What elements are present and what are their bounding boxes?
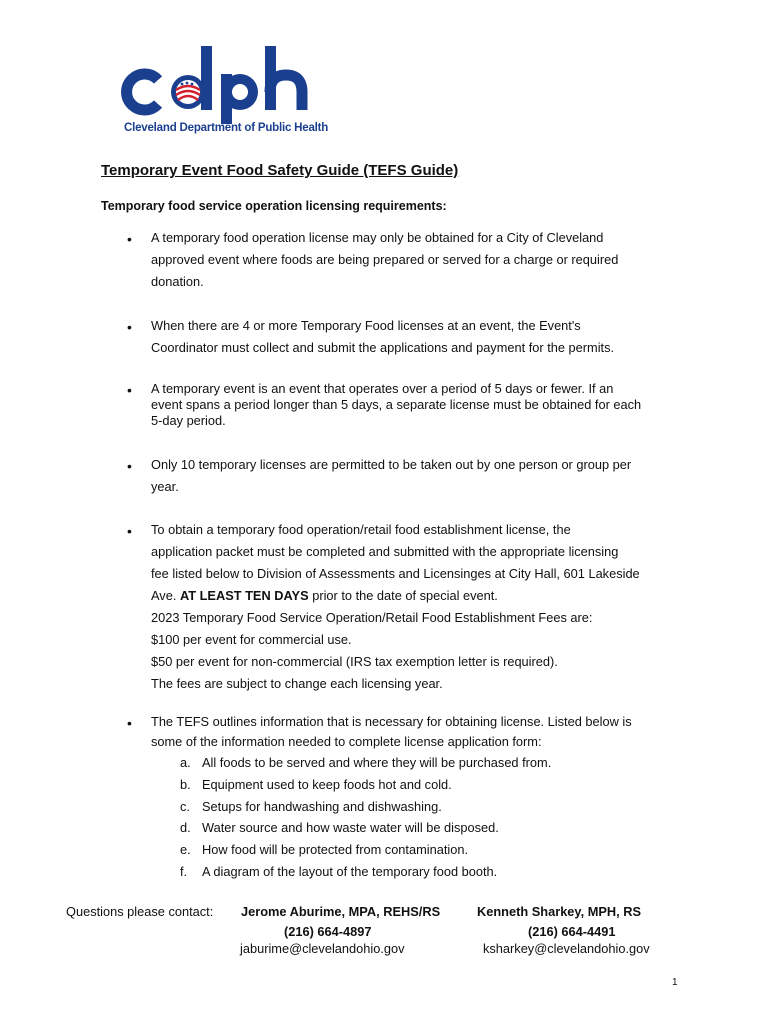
bullet-icon: • xyxy=(127,231,132,247)
deadline-suffix: prior to the date of special event. xyxy=(308,588,498,603)
sub-item-marker: e. xyxy=(180,842,191,857)
logo-subtitle: Cleveland Department of Public Health xyxy=(124,122,329,134)
sub-item-a: All foods to be served and where they will be purchased from. xyxy=(202,755,552,770)
sub-item-b: Equipment used to keep foods hot and cold. xyxy=(202,777,452,792)
fees-heading: 2023 Temporary Food Service Operation/Retail Food Establishment Fees are: xyxy=(151,610,593,625)
bullet-3-line-3: 5-day period. xyxy=(151,413,226,428)
document-title: Temporary Event Food Safety Guide (TEFS Guide) xyxy=(101,162,459,179)
contact-1-name: Jerome Aburime, MPA, REHS/RS xyxy=(241,904,441,919)
contact-1-email[interactable]: jaburime@clevelandohio.gov xyxy=(240,941,405,956)
bullet-icon: • xyxy=(127,715,132,731)
deadline-emphasis: AT LEAST TEN DAYS xyxy=(179,588,309,603)
contact-2-name: Kenneth Sharkey, MPH, RS xyxy=(477,904,642,919)
sub-item-marker: a. xyxy=(180,755,191,770)
bullet-6-line-2: some of the information needed to complete license application form: xyxy=(151,734,542,749)
sub-item-e: How food will be protected from contamination. xyxy=(202,842,469,857)
bullet-1-line-1: A temporary food operation license may only be obtained for a City of Cleveland xyxy=(151,230,604,245)
bullet-1-line-2: approved event where foods are being prepared or served for a charge or required xyxy=(151,252,619,267)
bullet-6-line-1: The TEFS outlines information that is necessary for obtaining license. Listed below is xyxy=(151,714,632,729)
bullet-5-deadline-line xyxy=(151,588,498,603)
bullet-3-line-2: event spans a period longer than 5 days, a separate license must be obtained for each xyxy=(151,397,642,412)
sub-item-marker: c. xyxy=(180,799,190,814)
cdph-logo-mark xyxy=(118,44,318,124)
bullet-1-line-3: donation. xyxy=(151,274,204,289)
bullet-icon: • xyxy=(127,523,132,539)
bullet-5-line-1: To obtain a temporary food operation/retail food establishment license, the xyxy=(151,522,571,537)
sub-item-marker: d. xyxy=(180,820,191,835)
contact-1-phone: (216) 664-4897 xyxy=(284,924,372,939)
sub-item-c: Setups for handwashing and dishwashing. xyxy=(202,799,442,814)
sub-item-marker: b. xyxy=(180,777,191,792)
fee-non-commercial: $50 per event for non-commercial (IRS tax exemption letter is required). xyxy=(151,654,558,669)
bullet-4-line-1: Only 10 temporary licenses are permitted to be taken out by one person or group per xyxy=(151,457,632,472)
bullet-icon: • xyxy=(127,382,132,398)
bullet-2-line-1: When there are 4 or more Temporary Food licenses at an event, the Event's xyxy=(151,318,581,333)
sub-item-d: Water source and how waste water will be disposed. xyxy=(202,820,499,835)
sub-item-marker: f. xyxy=(180,864,188,879)
contact-2-email[interactable]: ksharkey@clevelandohio.gov xyxy=(483,941,650,956)
bullet-2-line-2: Coordinator must collect and submit the applications and payment for the permits. xyxy=(151,340,615,355)
fees-note: The fees are subject to change each licensing year. xyxy=(151,676,443,691)
deadline-prefix: Ave. xyxy=(151,588,180,603)
contact-2-phone: (216) 664-4491 xyxy=(528,924,616,939)
bullet-icon: • xyxy=(127,458,132,474)
bullet-4-line-2: year. xyxy=(151,479,179,494)
page-number: 1 xyxy=(672,977,678,988)
bullet-icon: • xyxy=(127,319,132,335)
section-subtitle: Temporary food service operation licensing requirements: xyxy=(101,199,447,213)
bullet-3-line-1: A temporary event is an event that operates over a period of 5 days or fewer. If an xyxy=(151,381,614,396)
sub-item-f: A diagram of the layout of the temporary food booth. xyxy=(202,864,498,879)
bullet-5-line-2: application packet must be completed and submitted with the appropriate licensing xyxy=(151,544,619,559)
contact-label: Questions please contact: xyxy=(66,904,214,919)
bullet-5-line-3: fee listed below to Division of Assessments and Licensinges at City Hall, 601 Lakeside xyxy=(151,566,640,581)
fee-commercial: $100 per event for commercial use. xyxy=(151,632,352,647)
